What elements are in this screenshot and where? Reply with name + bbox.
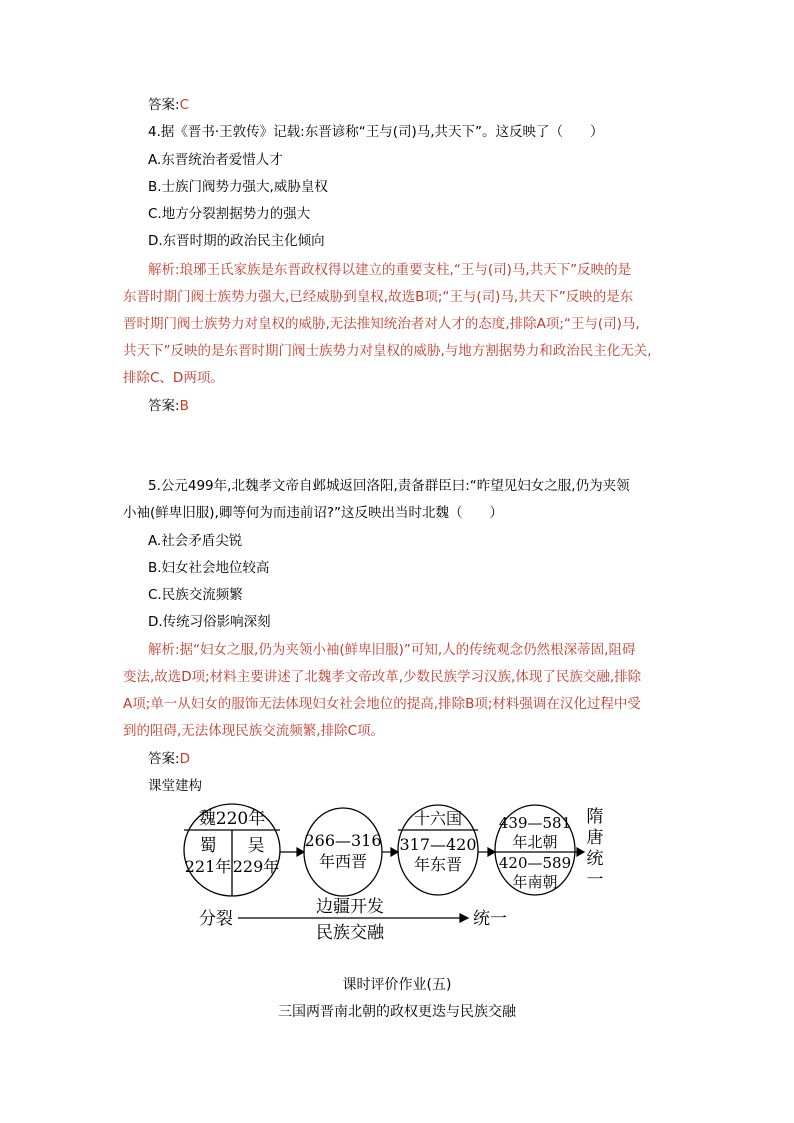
q5-answer xyxy=(148,750,190,768)
q5-stem-line: 小袖(鲜卑旧服),卿等何为而违前诏?”这反映出当时北魏（ ） xyxy=(123,505,503,521)
q4-option-b: B.士族门阀势力强大,威胁皇权 xyxy=(148,179,328,195)
q4-option-d: D.东晋时期的政治民主化倾向 xyxy=(148,233,325,249)
northern-dynasties-label: 年北朝 xyxy=(512,833,558,851)
structure-heading: 课堂建构 xyxy=(148,778,202,794)
frontier-development-label: 边疆开发 xyxy=(316,897,384,917)
shu-label: 蜀 xyxy=(199,836,217,856)
sixteen-kingdoms-label: 十六国 xyxy=(413,809,463,828)
q5-analysis-line: A项;单一从妇女的服饰无法体现妇女社会地位的提高,排除B项;材料强调在汉化过程中受 xyxy=(123,696,641,712)
assignment-subtitle: 三国两晋南北朝的政权更迭与民族交融 xyxy=(278,1004,516,1020)
q4-stem: 4.据《晋书·王敦传》记载:东晋谚称“王与(司)马,共天下”。这反映了（ ） xyxy=(148,124,604,140)
q4-answer xyxy=(148,397,189,415)
q4-option-c: C.地方分裂割据势力的强大 xyxy=(148,206,311,222)
southern-dynasties-label: 年南朝 xyxy=(512,873,558,891)
q4-analysis-line: 东晋时期门阀士族势力强大,已经威胁到皇权,故选B项;“王与(司)马,共天下”反映的是东 xyxy=(123,289,634,305)
q3-answer-value: C xyxy=(179,97,189,113)
end-char: 统 xyxy=(586,849,604,869)
structure-diagram xyxy=(180,800,610,950)
q3-answer xyxy=(148,96,189,114)
q5-option-c: C.民族交流频繁 xyxy=(148,587,243,603)
wu-year: 229年 xyxy=(232,857,280,876)
q5-stem-line: 5.公元499年,北魏孝文帝自邺城返回洛阳,责备群臣曰:“昨望见妇女之服,仍为夹领 xyxy=(148,478,630,494)
assignment-title: 课时评价作业(五) xyxy=(342,977,452,993)
q5-analysis-line: 到的阻碍,无法体现民族交流频繁,排除C项。 xyxy=(123,723,385,739)
eastern-jin-years: 317—420 xyxy=(399,835,477,854)
western-jin-years: 266—316 xyxy=(304,831,382,850)
q4-analysis-line: 解析:琅琊王氏家族是东晋政权得以建立的重要支柱,“王与(司)马,共天下”反映的是 xyxy=(148,262,632,278)
q4-analysis-line: 共天下”反映的是东晋时期门阀士族势力对皇权的威胁,与地方割据势力和政治民主化无关, xyxy=(123,343,652,359)
eastern-jin-label: 年东晋 xyxy=(413,855,463,874)
southern-dynasties-years: 420—589 xyxy=(498,854,572,872)
split-label: 分裂 xyxy=(199,909,233,929)
q5-option-d: D.传统习俗影响深刻 xyxy=(148,614,271,630)
q5-option-b: B.妇女社会地位较高 xyxy=(148,560,270,576)
q4-answer-value: B xyxy=(179,398,189,414)
northern-dynasties-years: 439—581 xyxy=(498,814,572,832)
end-char: 一 xyxy=(586,870,604,890)
q5-analysis-line: 解析:据“妇女之服,仍为夹领小袖(鲜卑旧服)”可知,人的传统观念仍然根深蒂固,阻碍 xyxy=(148,642,636,658)
ethnic-integration-label: 民族交融 xyxy=(316,923,384,943)
western-jin-label: 年西晋 xyxy=(318,852,368,871)
wu-label: 吴 xyxy=(247,836,265,856)
unify-label: 统一 xyxy=(473,909,507,929)
q4-analysis-line: 晋时期门阀士族势力对皇权的威胁,无法推知统治者对人才的态度,排除A项;“王与(司)马, xyxy=(123,316,640,332)
q5-answer-label: 答案: xyxy=(148,751,180,767)
q5-option-a: A.社会矛盾尖锐 xyxy=(148,533,243,549)
q4-option-a: A.东晋统治者爱惜人才 xyxy=(148,152,283,168)
wei-label: 魏220年 xyxy=(198,809,266,829)
q5-answer-value: D xyxy=(179,751,190,767)
end-char: 隋 xyxy=(586,807,604,827)
q4-answer-label: 答案: xyxy=(148,398,180,414)
q4-analysis-line: 排除C、D两项。 xyxy=(123,370,224,386)
end-char: 唐 xyxy=(586,828,604,848)
q5-analysis-line: 变法,故选D项;材料主要讲述了北魏孝文帝改革,少数民族学习汉族,体现了民族交融,排除 xyxy=(123,669,642,685)
shu-year: 221年 xyxy=(184,857,232,876)
q3-answer-label: 答案: xyxy=(148,97,180,113)
